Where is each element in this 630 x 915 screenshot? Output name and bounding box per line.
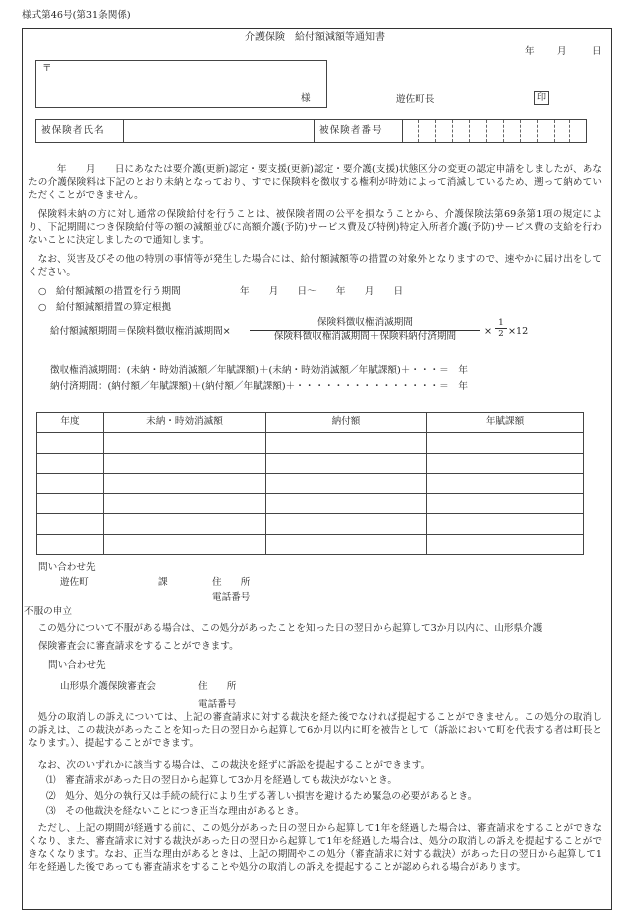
formula-tail: ×12 xyxy=(508,326,529,337)
period-label: ○ 給付額減額の措置を行う期間 xyxy=(38,286,181,297)
table-cell xyxy=(266,534,427,554)
seal-mark: 印 xyxy=(534,91,549,105)
table-cell xyxy=(427,433,584,453)
header-annual-levy: 年賦課額 xyxy=(427,413,584,433)
table-cell xyxy=(104,534,266,554)
table-row xyxy=(37,534,584,554)
table-cell xyxy=(104,514,266,534)
body-paragraph-2: 保険料未納の方に対し通常の保険給付を行うことは、被保険者間の公平を損なうことから、介護保険法第69条第1項の規定により、下記期間につき保険給付等の額の減額並びに高額介護(予防)サービス費及び特例)特定入所者介護(予防)サービス費の支給を行わないことに決定しましたので通知します。 xyxy=(28,209,602,246)
number-cell-divider xyxy=(418,120,419,142)
lawsuit-item-2: ⑵ 処分、処分の執行又は手続の続行により生ずる著しい損害を避けるため緊急の必要があるとき。 xyxy=(46,791,478,802)
lawsuit-paragraph-1: 処分の取消しの訴えについては、上記の審査請求に対する裁決を経た後でなければ提起することができません。この処分の取消しの訴えは、この裁決があったことを知った日の翌日から起算して6か月以内に町を被告として（訴訟において町を代表する者は町長となります。）、提起することができます。 xyxy=(28,712,602,749)
table-cell xyxy=(427,473,584,493)
table-cell xyxy=(104,473,266,493)
date-month: 月 xyxy=(557,46,567,57)
appeal-council: 山形県介護保険審査会 xyxy=(60,681,156,692)
divider-name xyxy=(123,120,124,142)
lapsed-period-line: 徴収権消滅期間：(未納・時効消滅額／年賦課額)＋(未納・時効消滅額／年賦課額)＋・・・＝ 年 xyxy=(50,365,468,376)
appeal-paragraph: この処分について不服がある場合は、この処分があったことを知った日の翌日から起算して3か月以内に、山形県介護 xyxy=(37,623,543,634)
period-value: 年 月 日～ 年 月 日 xyxy=(240,286,404,297)
appeal-address: 住 所 xyxy=(198,681,237,692)
appeal-heading: 不服の申立 xyxy=(24,606,72,617)
table-cell xyxy=(427,534,584,554)
table-cell xyxy=(37,494,104,514)
formula-denominator: 保険料徴収権消滅期間＋保険料納付済期間 xyxy=(273,330,457,342)
formula-fraction xyxy=(250,317,480,344)
table-header-row xyxy=(37,413,584,433)
table-cell xyxy=(104,494,266,514)
table-cell xyxy=(104,453,266,473)
table-row xyxy=(37,473,584,493)
contact-phone: 電話番号 xyxy=(212,592,251,603)
formula-half-denominator: 2 xyxy=(498,329,504,340)
appeal-paragraph-cont: 保険審査会に審査請求をすることができます。 xyxy=(38,641,239,652)
number-cell-divider xyxy=(486,120,487,142)
lawsuit-paragraph-2: なお、次のいずれかに該当する場合は、この裁決を経ずに訴訟を提起することができます。 xyxy=(37,760,431,771)
formula-half-numerator: 1 xyxy=(498,318,504,328)
insured-number-label: 被保険者番号 xyxy=(319,125,383,136)
insured-name-label: 被保険者氏名 xyxy=(41,125,105,136)
contact-label: 問い合わせ先 xyxy=(38,562,96,573)
contact-address: 住 所 xyxy=(212,577,251,588)
table-row xyxy=(37,433,584,453)
table-cell xyxy=(427,453,584,473)
table-cell xyxy=(37,453,104,473)
table-cell xyxy=(37,433,104,453)
number-cell-divider xyxy=(569,120,570,142)
table-row xyxy=(37,514,584,534)
formula-times: × xyxy=(484,326,493,337)
table-cell xyxy=(266,453,427,473)
header-unpaid-amount: 未納・時効消滅額 xyxy=(104,413,266,433)
table-cell xyxy=(37,534,104,554)
table-cell xyxy=(427,494,584,514)
appeal-contact-label: 問い合わせ先 xyxy=(48,660,106,671)
contact-town: 遊佐町 xyxy=(60,577,89,588)
divider-mid xyxy=(314,120,315,142)
table-cell xyxy=(104,433,266,453)
table-cell xyxy=(427,514,584,534)
insured-info-box xyxy=(35,119,587,143)
contact-section: 課 xyxy=(158,577,168,588)
date-year: 年 xyxy=(525,46,535,57)
table-row xyxy=(37,453,584,473)
lawsuit-item-1: ⑴ 審査請求があった日の翌日から起算して3か月を経過しても裁決がないとき。 xyxy=(46,775,397,786)
number-cell-divider xyxy=(537,120,538,142)
header-paid-amount: 納付額 xyxy=(266,413,427,433)
recipient-address-box xyxy=(35,60,327,108)
number-cell-divider xyxy=(520,120,521,142)
lawsuit-paragraph-3: ただし、上記の期間が経過する前に、この処分があった日の翌日から起算して1年を経過した場合は、審査請求をすることができなくなり、また、審査請求に対する裁決があった日の翌日から起算して1年を経過した場合は、処分の取消しの訴えを提起することができなくなります。なお、正当な理由があるときは、上記の期間やこの処分（審査請求に対する裁決）があった日の翌日から起算して1年を経過した後であっても審査請求をすることや処分の取消しの訴えを提起することが認められる場合があります。 xyxy=(28,823,602,873)
number-cell-divider xyxy=(435,120,436,142)
table-cell xyxy=(266,494,427,514)
honorific: 様 xyxy=(301,93,311,104)
formula-lhs: 給付額減額期間＝保険料徴収権消滅期間× xyxy=(50,326,231,337)
appeal-phone: 電話番号 xyxy=(198,699,237,710)
table-cell xyxy=(266,514,427,534)
body-paragraph-1: 年 月 日にあなたは要介護(更新)認定・要支援(更新)認定・要介護(支援)状態区分の変更の認定申請をしましたが、あなたの介護保険料は下記のとおり未納となっており、すでに保険料を徴収する権利が時効によって消滅しているため、遡って納めていただくことができません。 xyxy=(28,164,602,201)
number-cell-divider xyxy=(452,120,453,142)
number-cell-divider xyxy=(503,120,504,142)
postal-mark: 〒 xyxy=(42,63,52,74)
divider-number xyxy=(402,120,403,142)
header-fiscal-year: 年度 xyxy=(37,413,104,433)
body-paragraph-3: なお、災害及びその他の特別の事情等が発生した場合には、給付額減額等の措置の対象外となりますので、速やかに届け出をしてください。 xyxy=(28,254,602,278)
number-cell-divider xyxy=(554,120,555,142)
document-title: 介護保険 給付額減額等通知書 xyxy=(245,32,385,43)
table-cell xyxy=(37,514,104,534)
table-cell xyxy=(266,433,427,453)
form-number: 様式第46号(第31条関係) xyxy=(22,10,131,21)
lawsuit-item-3: ⑶ その他裁決を経ないことにつき正当な理由があるとき。 xyxy=(46,806,305,817)
date-day: 日 xyxy=(592,46,602,57)
table-row xyxy=(37,494,584,514)
issuer-name: 遊佐町長 xyxy=(396,94,435,105)
formula-numerator: 保険料徴収権消滅期間 xyxy=(317,317,413,328)
basis-label: ○ 給付額減額措置の算定根拠 xyxy=(38,302,172,313)
paid-period-line: 納付済期間：(納付額／年賦課額)＋(納付額／年賦課額)＋・・・・・・・・・・・・・・・＝ 年 xyxy=(50,381,468,392)
table-cell xyxy=(37,473,104,493)
number-cell-divider xyxy=(469,120,470,142)
payment-table xyxy=(36,412,584,555)
formula-half xyxy=(495,318,507,339)
table-cell xyxy=(266,473,427,493)
